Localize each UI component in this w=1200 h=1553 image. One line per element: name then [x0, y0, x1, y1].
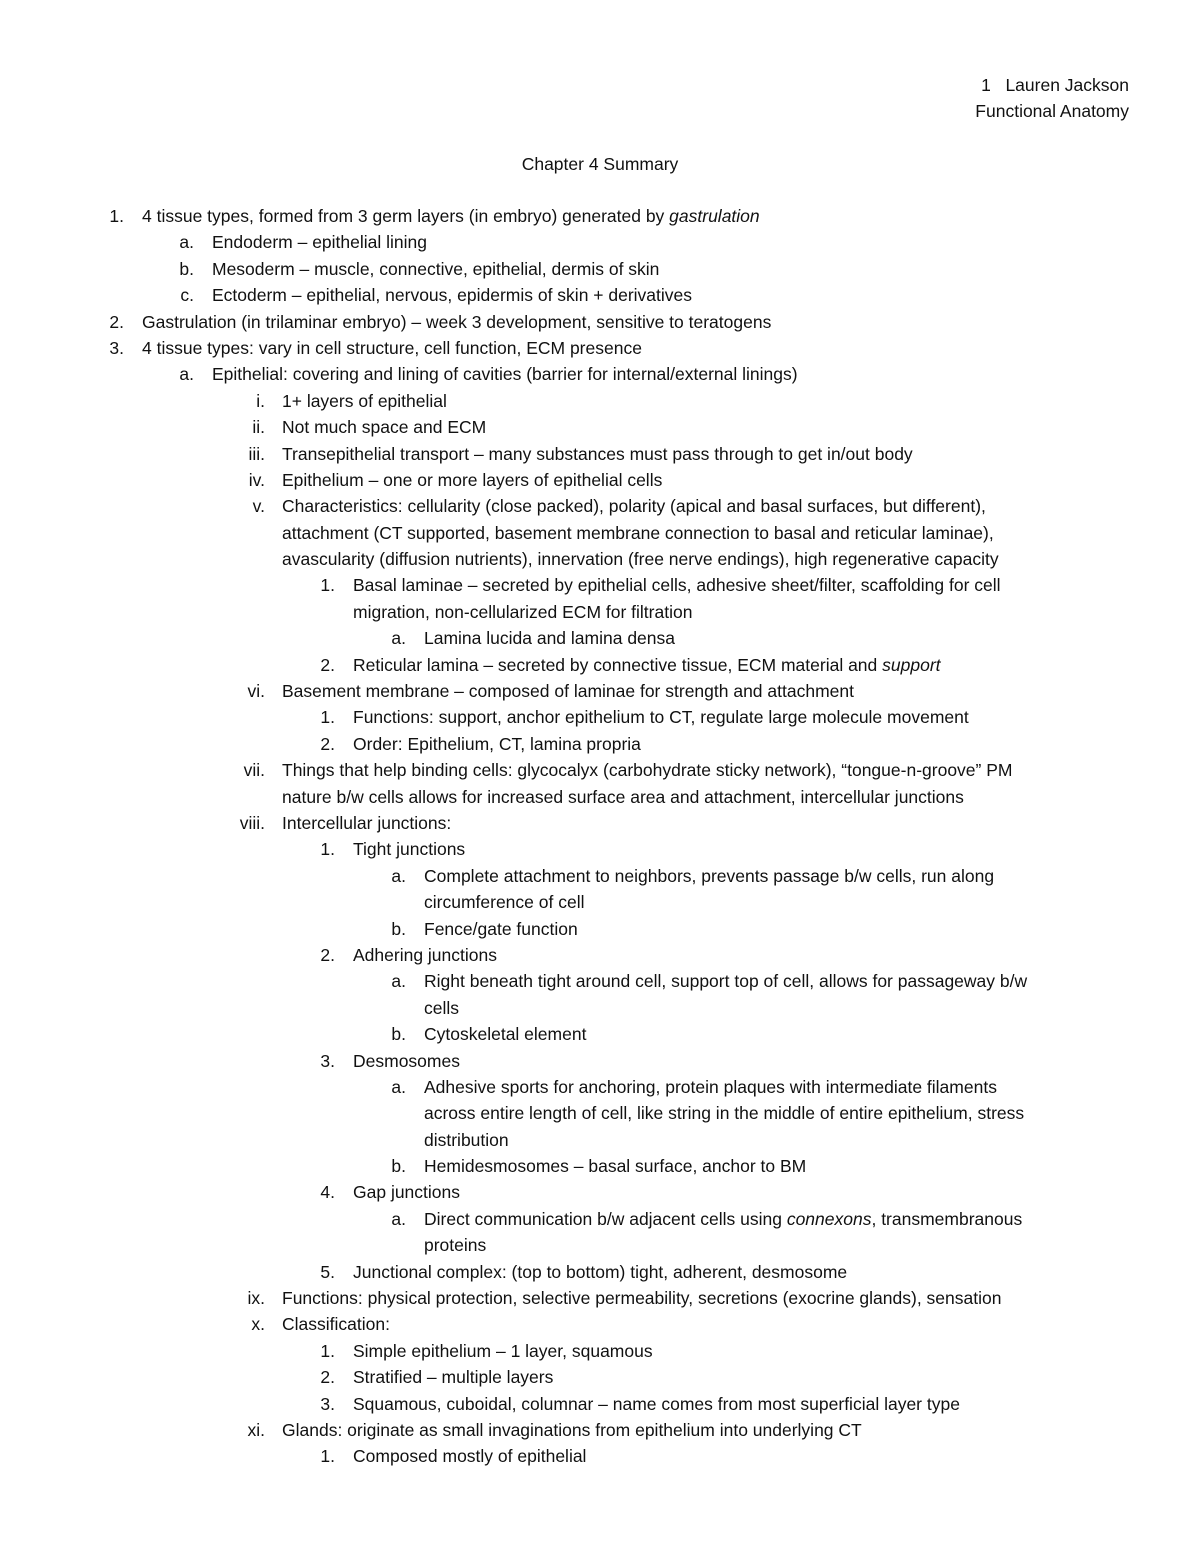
- list-text: [353, 836, 465, 862]
- list-marker: b.: [391, 918, 406, 939]
- outline-line: [0, 1285, 1200, 1311]
- list-marker: vi.: [247, 681, 265, 702]
- list-text-main: attachment (CT supported, basement membrane connection to basal and reticular laminae),: [282, 522, 994, 543]
- outline-line: [0, 229, 1200, 255]
- outline-line: [0, 757, 1200, 783]
- list-marker: b.: [391, 1156, 406, 1177]
- list-text-main: Gastrulation (in trilaminar embryo) – week 3 development, sensitive to teratogens: [142, 311, 772, 332]
- outline-line: [0, 256, 1200, 282]
- list-text: [424, 1021, 586, 1047]
- outline-line: [0, 652, 1200, 678]
- list-text: [212, 256, 659, 282]
- outline-line: [0, 889, 1200, 915]
- list-text-main: Complete attachment to neighbors, prevents passage b/w cells, run along: [424, 865, 995, 886]
- outline-line: [0, 625, 1200, 651]
- list-text: [353, 1391, 960, 1417]
- list-text: [424, 1100, 1024, 1126]
- outline-line: [0, 599, 1200, 625]
- outline-line: [0, 1153, 1200, 1179]
- list-text-main: Ectoderm – epithelial, nervous, epidermis of skin + derivatives: [212, 285, 693, 306]
- list-text: [353, 704, 969, 730]
- outline-line: [0, 1048, 1200, 1074]
- outline-line: [0, 467, 1200, 493]
- page-title: Chapter 4 Summary: [521, 154, 679, 174]
- list-text: [282, 493, 986, 519]
- list-text: [282, 546, 999, 572]
- list-marker: 2.: [320, 1367, 335, 1388]
- outline-line: [0, 309, 1200, 335]
- list-marker: vii.: [243, 760, 265, 781]
- list-text-main: Mesoderm – muscle, connective, epithelial, dermis of skin: [212, 258, 660, 279]
- outline-line: [0, 1259, 1200, 1285]
- list-text-main: Stratified – multiple layers: [353, 1367, 554, 1388]
- outline-line: [0, 282, 1200, 308]
- list-text: [142, 309, 771, 335]
- outline-line: [0, 1364, 1200, 1390]
- list-text: [282, 441, 913, 467]
- list-text: [424, 1127, 509, 1153]
- list-text-main: Hemidesmosomes – basal surface, anchor to BM: [424, 1156, 807, 1177]
- list-text-main: 4 tissue types, formed from 3 germ layers (in embryo) generated by: [142, 206, 670, 226]
- outline-line: [0, 520, 1200, 546]
- list-text-main: Glands: originate as small invaginations from epithelium into underlying CT: [282, 1419, 862, 1440]
- list-text-main: Cytoskeletal element: [424, 1024, 587, 1045]
- list-text-main: Endoderm – epithelial lining: [212, 232, 427, 253]
- outline-line: [0, 704, 1200, 730]
- list-text-main: Right beneath tight around cell, support top of cell, allows for passageway b/w: [424, 971, 1028, 992]
- outline-line: [0, 1074, 1200, 1100]
- list-marker: v.: [252, 496, 265, 517]
- outline-line: [0, 1338, 1200, 1364]
- list-text: [282, 784, 964, 810]
- list-text-main: Tight junctions: [353, 839, 466, 860]
- list-text-main: Squamous, cuboidal, columnar – name comes from most superficial layer type: [353, 1393, 960, 1414]
- list-text: [424, 1153, 806, 1179]
- outline-line: [0, 493, 1200, 519]
- outline-line: [0, 1417, 1200, 1443]
- list-text-main: across entire length of cell, like string in the middle of entire epithelium, stress: [424, 1103, 1025, 1124]
- list-text-main: Order: Epithelium, CT, lamina propria: [353, 733, 641, 754]
- list-text: [353, 942, 497, 968]
- list-marker: 1.: [320, 707, 335, 728]
- outline-line: [0, 414, 1200, 440]
- list-text-main: Adhesive sports for anchoring, protein plaques with intermediate filaments: [424, 1076, 997, 1097]
- outline-line: [0, 810, 1200, 836]
- list-text-main: Epithelium – one or more layers of epithelial cells: [282, 469, 663, 490]
- list-text-main: Fence/gate function: [424, 918, 578, 939]
- outline-line: [0, 1443, 1200, 1469]
- list-text: [424, 968, 1027, 994]
- page-number: 1: [981, 75, 991, 95]
- list-text-main: Things that help binding cells: glycocalyx (carbohydrate sticky network), “tongue-n-groove” PM: [282, 760, 1013, 781]
- list-marker: 1.: [320, 1446, 335, 1467]
- list-text: [282, 1417, 862, 1443]
- list-text-main: migration, non-cellularized ECM for filtration: [353, 601, 693, 622]
- list-text-main: Functions: physical protection, selective permeability, secretions (exocrine glands), sensation: [282, 1288, 1002, 1309]
- list-marker: 1.: [320, 839, 335, 860]
- outline-line: [0, 1100, 1200, 1126]
- list-text-main: Basal laminae – secreted by epithelial cells, adhesive sheet/filter, scaffolding for cell: [353, 575, 1001, 596]
- list-text-main: avascularity (diffusion nutrients), innervation (free nerve endings), high regenerative capacity: [282, 549, 999, 570]
- list-text: [353, 1364, 553, 1390]
- list-text: [282, 810, 451, 836]
- list-text-main: Functions: support, anchor epithelium to CT, regulate large molecule movement: [353, 707, 969, 728]
- list-marker: a.: [391, 1076, 406, 1097]
- list-marker: a.: [179, 364, 194, 385]
- list-text-main: Composed mostly of epithelial: [353, 1446, 587, 1467]
- list-text: [212, 361, 798, 387]
- outline-line: [0, 836, 1200, 862]
- list-text: [424, 916, 578, 942]
- list-marker: 1.: [320, 575, 335, 596]
- list-text: [142, 335, 642, 361]
- outline-list: [0, 203, 1200, 1470]
- list-text: [353, 1259, 847, 1285]
- list-text: [282, 678, 854, 704]
- list-marker: viii.: [239, 812, 265, 833]
- list-marker: 1.: [320, 1340, 335, 1361]
- outline-line: [0, 546, 1200, 572]
- list-text: [212, 229, 427, 255]
- list-text: [142, 203, 760, 229]
- list-marker: 3.: [320, 1393, 335, 1414]
- list-text-main: Desmosomes: [353, 1050, 460, 1071]
- list-text: [424, 1232, 486, 1258]
- list-text: [353, 652, 941, 678]
- list-marker: iv.: [248, 469, 265, 490]
- list-text-main: Direct communication b/w adjacent cells using: [424, 1208, 787, 1229]
- outline-line: [0, 863, 1200, 889]
- list-text: [424, 863, 994, 889]
- list-marker: a.: [391, 865, 406, 886]
- outline-line: [0, 1127, 1200, 1153]
- list-text: [282, 414, 486, 440]
- outline-line: [0, 1179, 1200, 1205]
- list-marker: 1.: [109, 206, 124, 226]
- outline-line: [0, 1232, 1200, 1258]
- list-text-main: circumference of cell: [424, 892, 585, 913]
- list-text: [424, 889, 584, 915]
- outline-line: [0, 1206, 1200, 1232]
- list-marker: ii.: [252, 417, 265, 438]
- list-marker: c.: [180, 285, 194, 306]
- list-text: [282, 1311, 390, 1337]
- list-marker: a.: [391, 1208, 406, 1229]
- outline-line: [0, 388, 1200, 414]
- list-marker: b.: [391, 1024, 406, 1045]
- outline-line: [0, 942, 1200, 968]
- list-marker: 2.: [320, 733, 335, 754]
- list-text-main: distribution: [424, 1129, 509, 1150]
- outline-line: [0, 784, 1200, 810]
- list-text-main: 4 tissue types: vary in cell structure, cell function, ECM presence: [142, 337, 642, 358]
- list-text-main: Epithelial: covering and lining of cavities (barrier for internal/external linings): [212, 364, 798, 385]
- list-text-main: Lamina lucida and lamina densa: [424, 628, 675, 649]
- list-text: [353, 1048, 460, 1074]
- list-marker: ix.: [247, 1288, 265, 1309]
- outline-line: [0, 1311, 1200, 1337]
- list-marker: a.: [391, 971, 406, 992]
- list-text: [424, 1206, 1022, 1232]
- list-text: [282, 757, 1012, 783]
- list-text-main: Classification:: [282, 1314, 390, 1335]
- list-marker: xi.: [247, 1419, 265, 1440]
- list-text: [353, 1338, 653, 1364]
- list-text-italic: gastrulation: [669, 206, 760, 226]
- outline-line: [0, 995, 1200, 1021]
- list-text: [353, 1443, 586, 1469]
- outline-line: [0, 441, 1200, 467]
- list-text-main: Not much space and ECM: [282, 417, 487, 438]
- list-marker: x.: [251, 1314, 265, 1335]
- outline-line: [0, 731, 1200, 757]
- list-text-main: Intercellular junctions:: [282, 812, 452, 833]
- list-text: [424, 625, 675, 651]
- list-text: [282, 388, 447, 414]
- list-text: [212, 282, 692, 308]
- author-name: Lauren Jackson: [1005, 75, 1129, 95]
- list-marker: 2.: [109, 311, 124, 332]
- outline-line: [0, 1021, 1200, 1047]
- list-text: [424, 1074, 997, 1100]
- list-text-main: Characteristics: cellularity (close packed), polarity (apical and basal surfaces, but different),: [282, 496, 986, 517]
- list-marker: 3.: [109, 337, 124, 358]
- outline-line: [0, 572, 1200, 598]
- list-text: [282, 467, 662, 493]
- outline-line: [0, 1391, 1200, 1417]
- list-marker: 3.: [320, 1050, 335, 1071]
- page-header: [975, 72, 1129, 124]
- outline-line: [0, 335, 1200, 361]
- list-text-main: Transepithelial transport – many substances must pass through to get in/out body: [282, 443, 913, 464]
- outline-line: [0, 968, 1200, 994]
- list-text-main: proteins: [424, 1235, 487, 1256]
- list-marker: 5.: [320, 1261, 335, 1282]
- list-text-main: nature b/w cells allows for increased surface area and attachment, intercellular junctions: [282, 786, 964, 807]
- list-text: [353, 1179, 460, 1205]
- list-text-main: Junctional complex: (top to bottom) tight, adherent, desmosome: [353, 1261, 848, 1282]
- list-text-main: cells: [424, 997, 460, 1018]
- list-text-main: Gap junctions: [353, 1182, 461, 1203]
- list-text: [424, 995, 459, 1021]
- list-text: [353, 731, 641, 757]
- list-marker: i.: [256, 390, 265, 411]
- list-text-italic: connexons: [786, 1208, 872, 1229]
- list-marker: a.: [391, 628, 406, 649]
- list-text: [353, 572, 1001, 598]
- outline-line: [0, 916, 1200, 942]
- list-text-main: Basement membrane – composed of laminae for strength and attachment: [282, 681, 854, 702]
- list-text-after: , transmembranous: [871, 1208, 1023, 1229]
- list-text-main: Simple epithelium – 1 layer, squamous: [353, 1340, 653, 1361]
- list-marker: b.: [179, 258, 194, 279]
- list-text-main: Reticular lamina – secreted by connective tissue, ECM material and: [353, 654, 883, 675]
- list-text-main: 1+ layers of epithelial: [282, 390, 447, 411]
- list-text-main: Adhering junctions: [353, 944, 497, 965]
- list-marker: 2.: [320, 944, 335, 965]
- list-marker: iii.: [248, 443, 265, 464]
- list-marker: a.: [179, 232, 194, 253]
- list-text-italic: support: [882, 654, 941, 675]
- list-marker: 4.: [320, 1182, 335, 1203]
- list-text: [282, 1285, 1001, 1311]
- header-line-1: [975, 72, 1129, 98]
- list-marker: 2.: [320, 654, 335, 675]
- list-text: [353, 599, 692, 625]
- list-text: [282, 520, 994, 546]
- outline-line: [0, 203, 1200, 229]
- course-name: Functional Anatomy: [975, 101, 1129, 121]
- outline-line: [0, 361, 1200, 387]
- outline-line: [0, 678, 1200, 704]
